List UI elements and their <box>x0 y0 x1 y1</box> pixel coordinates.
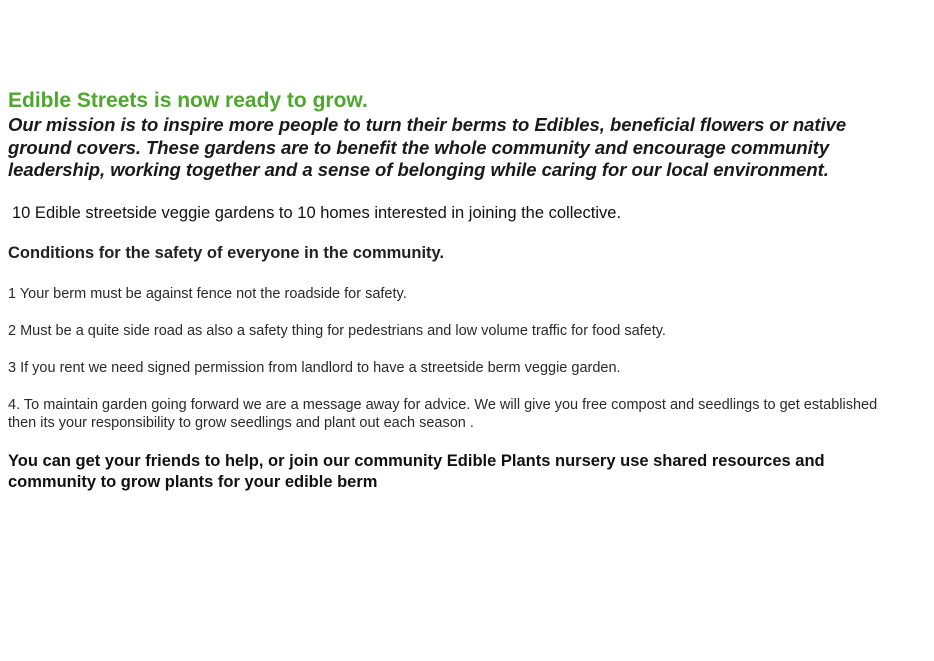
condition-item: 2 Must be a quite side road as also a safety thing for pedestrians and low volume traffic for food safety. <box>8 322 666 339</box>
document-page <box>8 88 908 493</box>
conditions-title: Conditions for the safety of everyone in the community. <box>8 243 445 262</box>
mission-statement: Our mission is to inspire more people to turn their berms to Edibles, beneficial flowers or native ground covers. These gardens are to benefit the whole community and encourage community leadership, working together and a sense of belonging while caring for our local environment. <box>8 114 847 180</box>
condition-item: 4. To maintain garden going forward we are a message away for advice. We will give you free compost and seedlings to get established then its your responsibility to grow seedlings and plant out each season . <box>8 396 878 431</box>
closing-statement: You can get your friends to help, or join our community Edible Plants nursery use shared resources and community to grow plants for your edible berm <box>8 451 825 491</box>
headline: Edible Streets is now ready to grow. <box>8 89 368 112</box>
condition-item: 1 Your berm must be against fence not the roadside for safety. <box>8 285 407 302</box>
offer-text: 10 Edible streetside veggie gardens to 10 homes interested in joining the collective. <box>12 203 622 222</box>
condition-item: 3 If you rent we need signed permission from landlord to have a streetside berm veggie garden. <box>8 359 621 376</box>
